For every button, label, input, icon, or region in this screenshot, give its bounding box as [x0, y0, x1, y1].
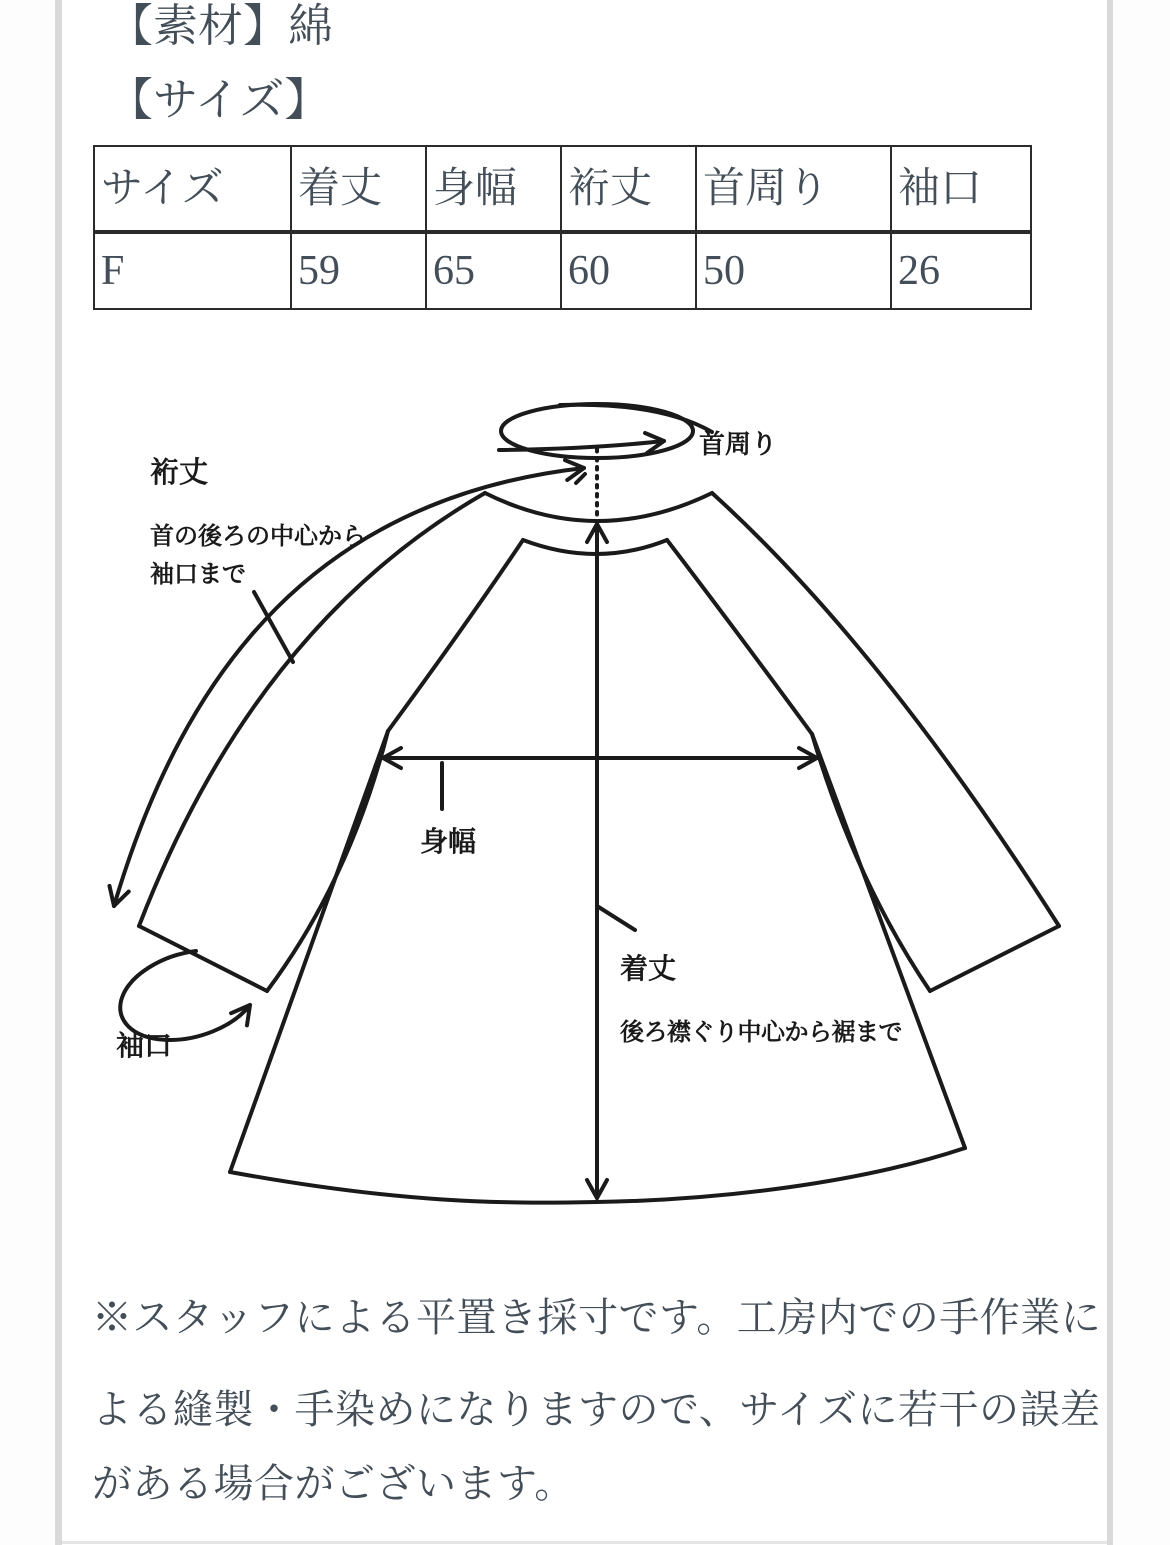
cuff-loop-arrow — [120, 951, 250, 1040]
cell-width: 65 — [426, 232, 561, 309]
measurement-note-line-1: ※スタッフによる平置き採寸です。工房内での手作業に — [92, 1295, 1102, 1340]
measurement-note-line-2: よる縫製・手染めになりますので、サイズに若干の誤差 — [92, 1387, 1101, 1432]
cell-length: 59 — [291, 232, 426, 309]
label-neck-circumference: 首周り — [699, 430, 778, 460]
cell-cuff: 26 — [891, 232, 1031, 309]
material-heading: 【素材】綿 — [108, 1, 334, 51]
cell-neck: 50 — [696, 232, 891, 309]
label-sleeve-length-note-1: 首の後ろの中心から — [150, 522, 366, 550]
cell-size: F — [94, 232, 291, 309]
label-body-width: 身幅 — [420, 825, 477, 858]
label-sleeve-length: 裄丈 — [150, 455, 209, 489]
measurement-note-line-3: がある場合がございます。 — [92, 1461, 575, 1506]
label-cuff: 袖口 — [116, 1029, 173, 1062]
col-header-cuff: 袖口 — [891, 146, 1031, 232]
label-sleeve-length-note-2: 袖口まで — [150, 560, 246, 588]
label-garment-length-note: 後ろ襟ぐり中心から裾まで — [620, 1018, 902, 1046]
label-garment-length: 着丈 — [620, 952, 677, 985]
cell-sleeve: 60 — [561, 232, 696, 309]
col-header-neck: 首周り — [696, 146, 891, 232]
body-width-arrow — [383, 758, 817, 809]
neck-circumference-arrow — [499, 441, 664, 450]
size-heading: 【サイズ】 — [108, 75, 330, 125]
col-header-length: 着丈 — [291, 146, 426, 232]
garment-length-arrow — [597, 524, 635, 1198]
col-header-width: 身幅 — [426, 146, 561, 232]
col-header-size: サイズ — [94, 146, 291, 232]
col-header-sleeve: 裄丈 — [561, 146, 696, 232]
